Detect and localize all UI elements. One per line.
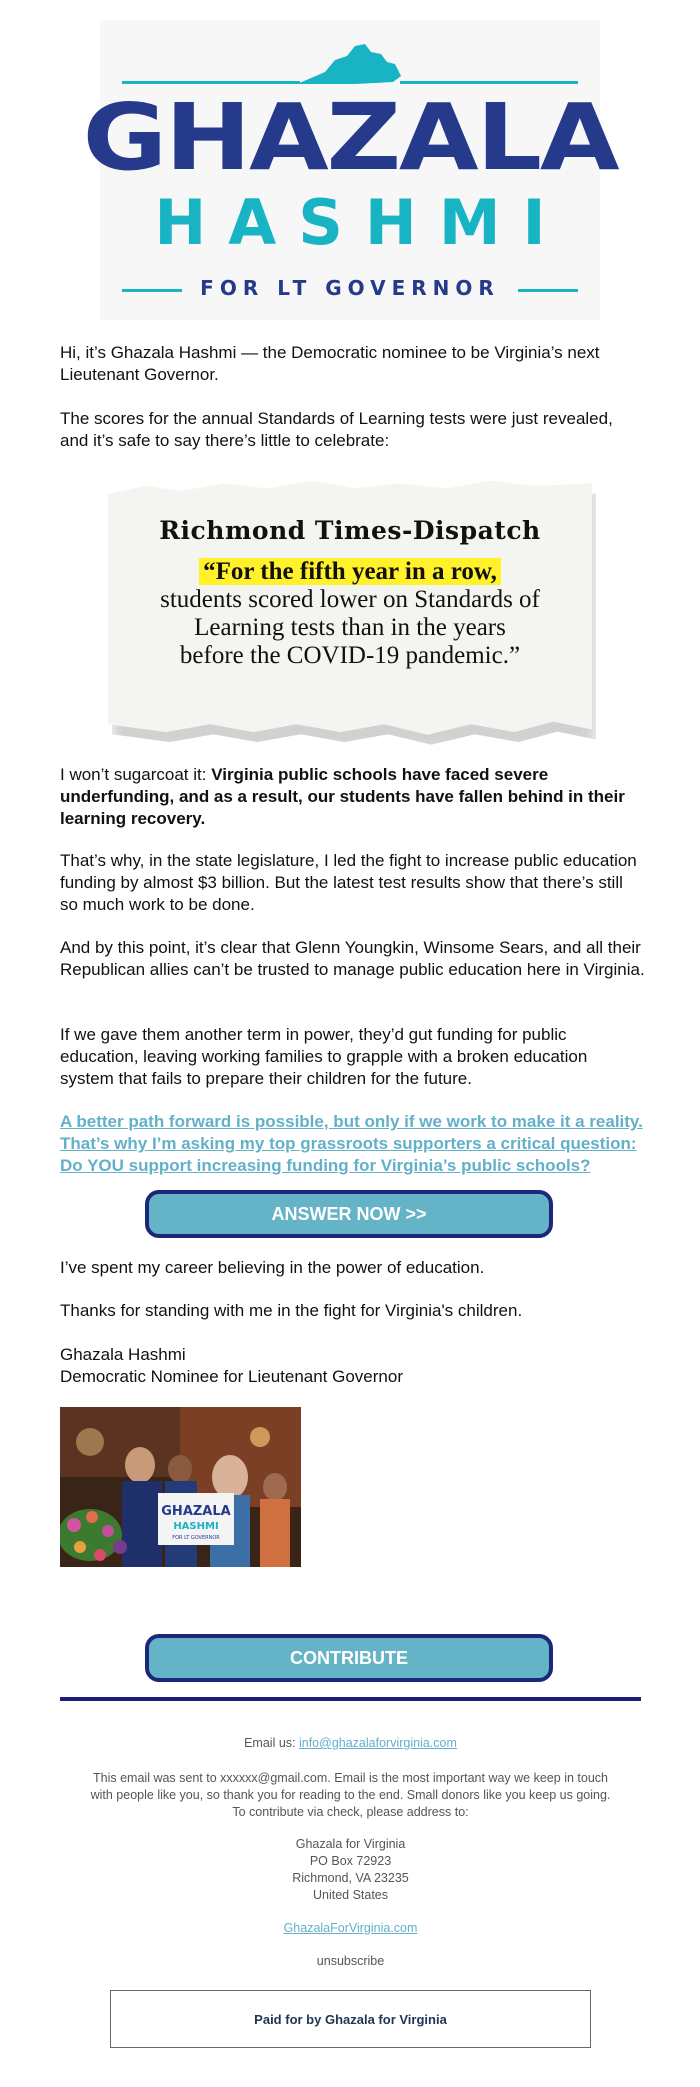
address-line-3: Richmond, VA 23235 xyxy=(292,1871,409,1885)
footer-email-line xyxy=(60,1735,641,1752)
intro-paragraph: Hi, it’s Ghazala Hashmi — the Democratic nominee to be Virginia’s next Lieutenant Governor. xyxy=(60,343,600,384)
footer-unsubscribe xyxy=(60,1953,641,1970)
career-paragraph: I’ve spent my career believing in the power of education. xyxy=(60,1258,485,1277)
logo-sub-line-right xyxy=(518,289,578,292)
republicans-paragraph: And by this point, it’s clear that Glenn Youngkin, Winsome Sears, and all their Republican allies can’t be trusted to manage public education here in Virginia. xyxy=(60,938,645,979)
funding-paragraph: If we gave them another term in power, they’d gut funding for public education, leaving working families to grapple with a broken education system that fails to prepare their children for the future. xyxy=(60,1025,588,1088)
footer-address xyxy=(60,1836,641,1904)
footer-email-label: Email us: xyxy=(244,1736,299,1750)
survey-link[interactable]: A better path forward is possible, but only if we work to make it a reality. That’s why I’m asking my top grassroots supporters a critical question: Do YOU support increasing funding for Virginia’s public schools? xyxy=(60,1112,643,1175)
photo-sign-line3: FOR LT GOVERNOR xyxy=(172,1535,220,1541)
website-link[interactable]: GhazalaForVirginia.com xyxy=(283,1921,418,1935)
footer-email-link[interactable]: info@ghazalaforvirginia.com xyxy=(298,1736,457,1750)
legislature-paragraph: That’s why, in the state legislature, I led the fight to increase public education funding by almost $3 billion. But the latest test results show that there’s still so much work to be done. xyxy=(60,851,637,914)
sugarcoat-bold: Virginia public schools have faced severe underfunding, and as a result, our students have fallen behind in their learning recovery. xyxy=(60,765,625,828)
logo-first-name: GHAZALA xyxy=(82,84,618,191)
contribute-button[interactable]: CONTRIBUTE xyxy=(145,1634,553,1682)
photo-sign-line2: HASHMI xyxy=(173,1521,219,1532)
quote-line-2: students scored lower on Standards of xyxy=(160,586,540,613)
unsubscribe-link[interactable]: unsubscribe xyxy=(316,1954,385,1968)
signature-name: Ghazala Hashmi xyxy=(60,1345,186,1364)
logo-last-name: HASHMI xyxy=(154,186,568,259)
sugarcoat-paragraph xyxy=(60,764,645,830)
sugarcoat-lead: I won’t sugarcoat it: xyxy=(60,765,212,784)
address-line-4: United States xyxy=(312,1888,389,1902)
logo-subtitle: FOR LT GOVERNOR xyxy=(200,276,500,300)
signature-title: Democratic Nominee for Lieutenant Governor xyxy=(60,1367,403,1386)
thanks-paragraph: Thanks for standing with me in the fight for Virginia's children. xyxy=(60,1301,523,1320)
quote-line-4: before the COVID-19 pandemic.” xyxy=(179,642,521,669)
quote-highlight: “For the fifth year in a row, xyxy=(199,558,501,585)
quote-line-3: Learning tests than in the years xyxy=(194,614,506,641)
scores-paragraph: The scores for the annual Standards of Learning tests were just revealed, and it’s safe to say there’s little to celebrate: xyxy=(60,409,613,450)
virginia-state-icon xyxy=(295,42,405,86)
newspaper-clipping xyxy=(108,478,592,740)
candidate-photo-image xyxy=(60,1407,301,1567)
footer-website xyxy=(60,1920,641,1937)
answer-now-button[interactable]: ANSWER NOW >> xyxy=(145,1190,553,1238)
address-line-2: PO Box 72923 xyxy=(309,1854,392,1868)
photo-sign-line1: GHAZALA xyxy=(161,1504,231,1519)
newspaper-quote xyxy=(108,558,592,670)
candidate-photo xyxy=(60,1407,301,1567)
footer-divider xyxy=(60,1697,641,1701)
footer-disclaimer: This email was sent to xxxxxx@gmail.com. Email is the most important way we keep in touch with people like you, so thank you for reading to the end. Small donors like you keep us going. To contribute via check, please address to: xyxy=(90,1771,611,1819)
paid-for-box xyxy=(110,1990,591,2048)
address-line-1: Ghazala for Virginia xyxy=(295,1837,406,1851)
paid-for-text: Paid for by Ghazala for Virginia xyxy=(254,2011,447,2027)
newspaper-masthead: Richmond Times-Dispatch xyxy=(159,516,541,545)
campaign-logo xyxy=(82,20,618,320)
